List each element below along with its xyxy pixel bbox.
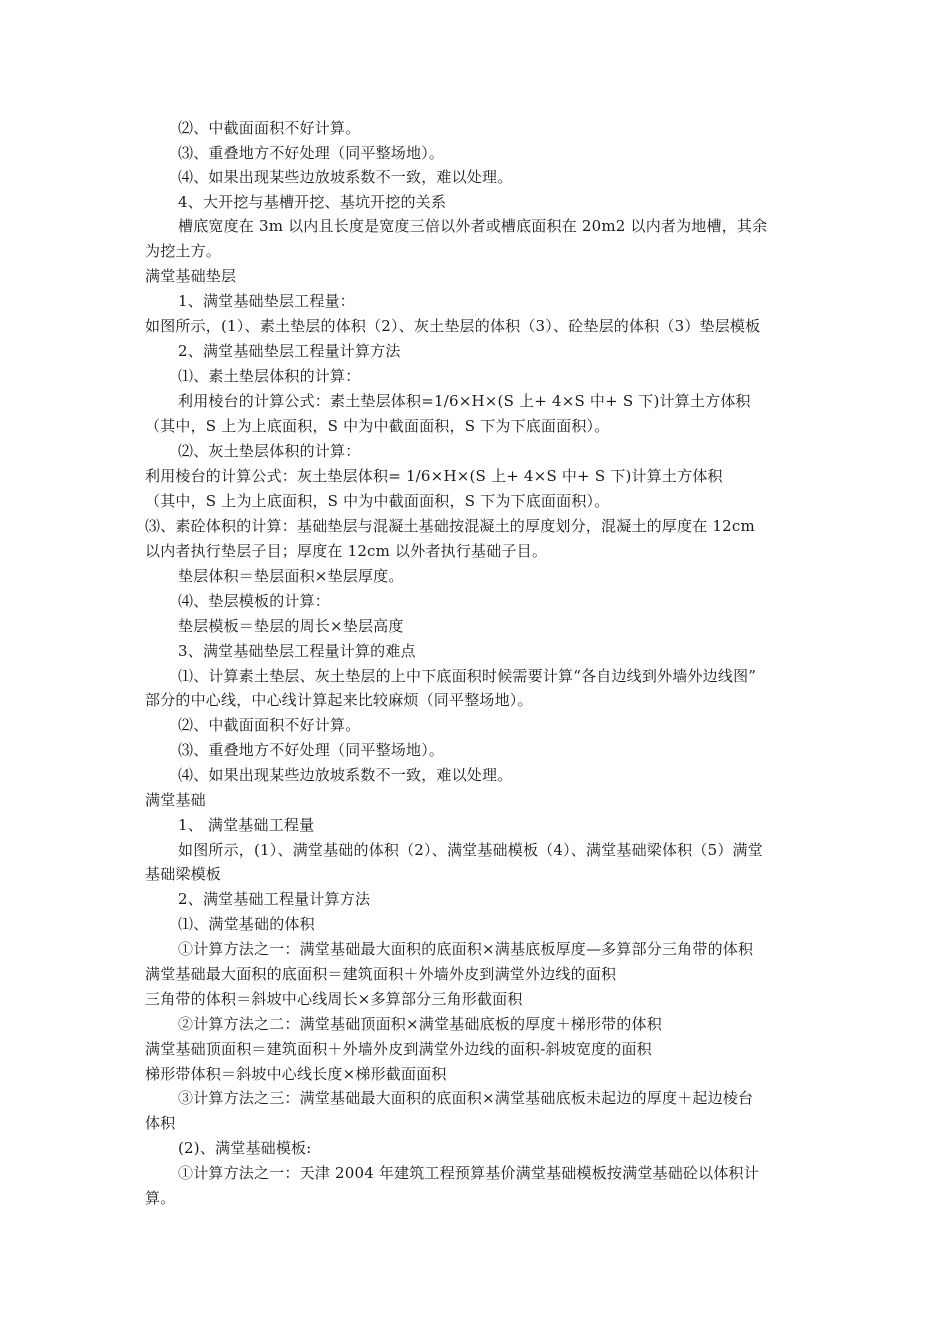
section-heading: 3、满堂基础垫层工程量计算的难点 — [178, 642, 416, 660]
formula-line: 梯形带体积＝斜坡中心线长度×梯形截面面积 — [145, 1065, 447, 1083]
text-line: ⑴、满堂基础的体积 — [178, 915, 315, 933]
formula-line: 利用棱台的计算公式：灰土垫层体积= 1/6×H×(S 上+ 4×S 中+ S 下)计算土方体积 — [145, 467, 723, 485]
text-line: 如图所示，(1）、满堂基础的体积（2）、满堂基础模板（4）、满堂基础梁体积（5）满堂 — [178, 841, 763, 859]
text-line: 为挖土方。 — [145, 242, 222, 260]
text-line: ⑶、重叠地方不好处理（同平整场地）。 — [178, 144, 445, 162]
text-line: ⑷、垫层模板的计算： — [178, 592, 331, 610]
text-line: ⑵、中截面面积不好计算。 — [178, 119, 361, 137]
text-line: 以内者执行垫层子目；厚度在 12cm 以外者执行基础子目。 — [145, 542, 548, 560]
chapter-heading: 满堂基础 — [145, 791, 206, 809]
section-heading: 1、满堂基础垫层工程量： — [178, 292, 355, 310]
text-line: （其中，S 上为上底面积，S 中为中截面面积，S 下为下底面面积）。 — [145, 417, 610, 435]
formula-line: 满堂基础最大面积的底面积＝建筑面积＋外墙外皮到满堂外边线的面积 — [145, 965, 617, 983]
text-line: ③计算方法之三：满堂基础最大面积的底面积×满堂基础底板未起边的厚度＋起边棱台 — [178, 1089, 754, 1107]
text-line: 部分的中心线，中心线计算起来比较麻烦（同平整场地）。 — [145, 691, 533, 709]
section-heading: 1、 满堂基础工程量 — [178, 816, 315, 834]
section-heading: 2、满堂基础垫层工程量计算方法 — [178, 342, 401, 360]
formula-line: 垫层模板＝垫层的周长×垫层高度 — [178, 617, 404, 635]
text-line: ①计算方法之一：天津 2004 年建筑工程预算基价满堂基础模板按满堂基础砼以体积计 — [178, 1164, 759, 1182]
text-line: （其中，S 上为上底面积，S 中为中截面面积，S 下为下底面面积）。 — [145, 492, 610, 510]
text-line: ⑶、重叠地方不好处理（同平整场地）。 — [178, 741, 445, 759]
text-line: 算。 — [145, 1189, 176, 1207]
text-line: ①计算方法之一：满堂基础最大面积的底面积×满基底板厚度—多算部分三角带的体积 — [178, 940, 754, 958]
text-line: 槽底宽度在 3m 以内且长度是宽度三倍以外者或槽底面积在 20m2 以内者为地槽，其余 — [178, 217, 768, 235]
formula-line: 垫层体积＝垫层面积×垫层厚度。 — [178, 567, 404, 585]
text-line: ⑶、素砼体积的计算：基础垫层与混凝土基础按混凝土的厚度划分，混凝土的厚度在 12cm — [145, 517, 755, 535]
text-line: 体积 — [145, 1114, 176, 1132]
text-line: ⑵、中截面面积不好计算。 — [178, 716, 361, 734]
section-heading: 2、满堂基础工程量计算方法 — [178, 890, 371, 908]
formula-line: 满堂基础顶面积＝建筑面积＋外墙外皮到满堂外边线的面积-斜坡宽度的面积 — [145, 1040, 652, 1058]
text-line: (2)、满堂基础模板: — [178, 1139, 312, 1157]
text-line: ⑷、如果出现某些边放坡系数不一致，难以处理。 — [178, 766, 513, 784]
text-line: 基础梁模板 — [145, 865, 222, 883]
text-line: ⑴、素土垫层体积的计算： — [178, 367, 361, 385]
text-line: ⑵、灰土垫层体积的计算： — [178, 442, 361, 460]
formula-line: 利用棱台的计算公式：素土垫层体积=1/6×H×(S 上+ 4×S 中+ S 下)计算土方体积 — [178, 392, 751, 410]
text-line: ②计算方法之二：满堂基础顶面积×满堂基础底板的厚度＋梯形带的体积 — [178, 1015, 662, 1033]
formula-line: 三角带的体积＝斜坡中心线周长×多算部分三角形截面积 — [145, 990, 523, 1008]
text-line: ⑷、如果出现某些边放坡系数不一致，难以处理。 — [178, 168, 513, 186]
text-line: ⑴、计算素土垫层、灰土垫层的上中下底面积时候需要计算“各自边线到外墙外边线图” — [178, 667, 757, 685]
chapter-heading: 满堂基础垫层 — [145, 267, 237, 285]
text-line: 如图所示，(1）、素土垫层的体积（2）、灰土垫层的体积（3）、砼垫层的体积（3）垫层模板 — [145, 317, 761, 335]
section-heading: 4、大开挖与基槽开挖、基坑开挖的关系 — [178, 193, 447, 211]
